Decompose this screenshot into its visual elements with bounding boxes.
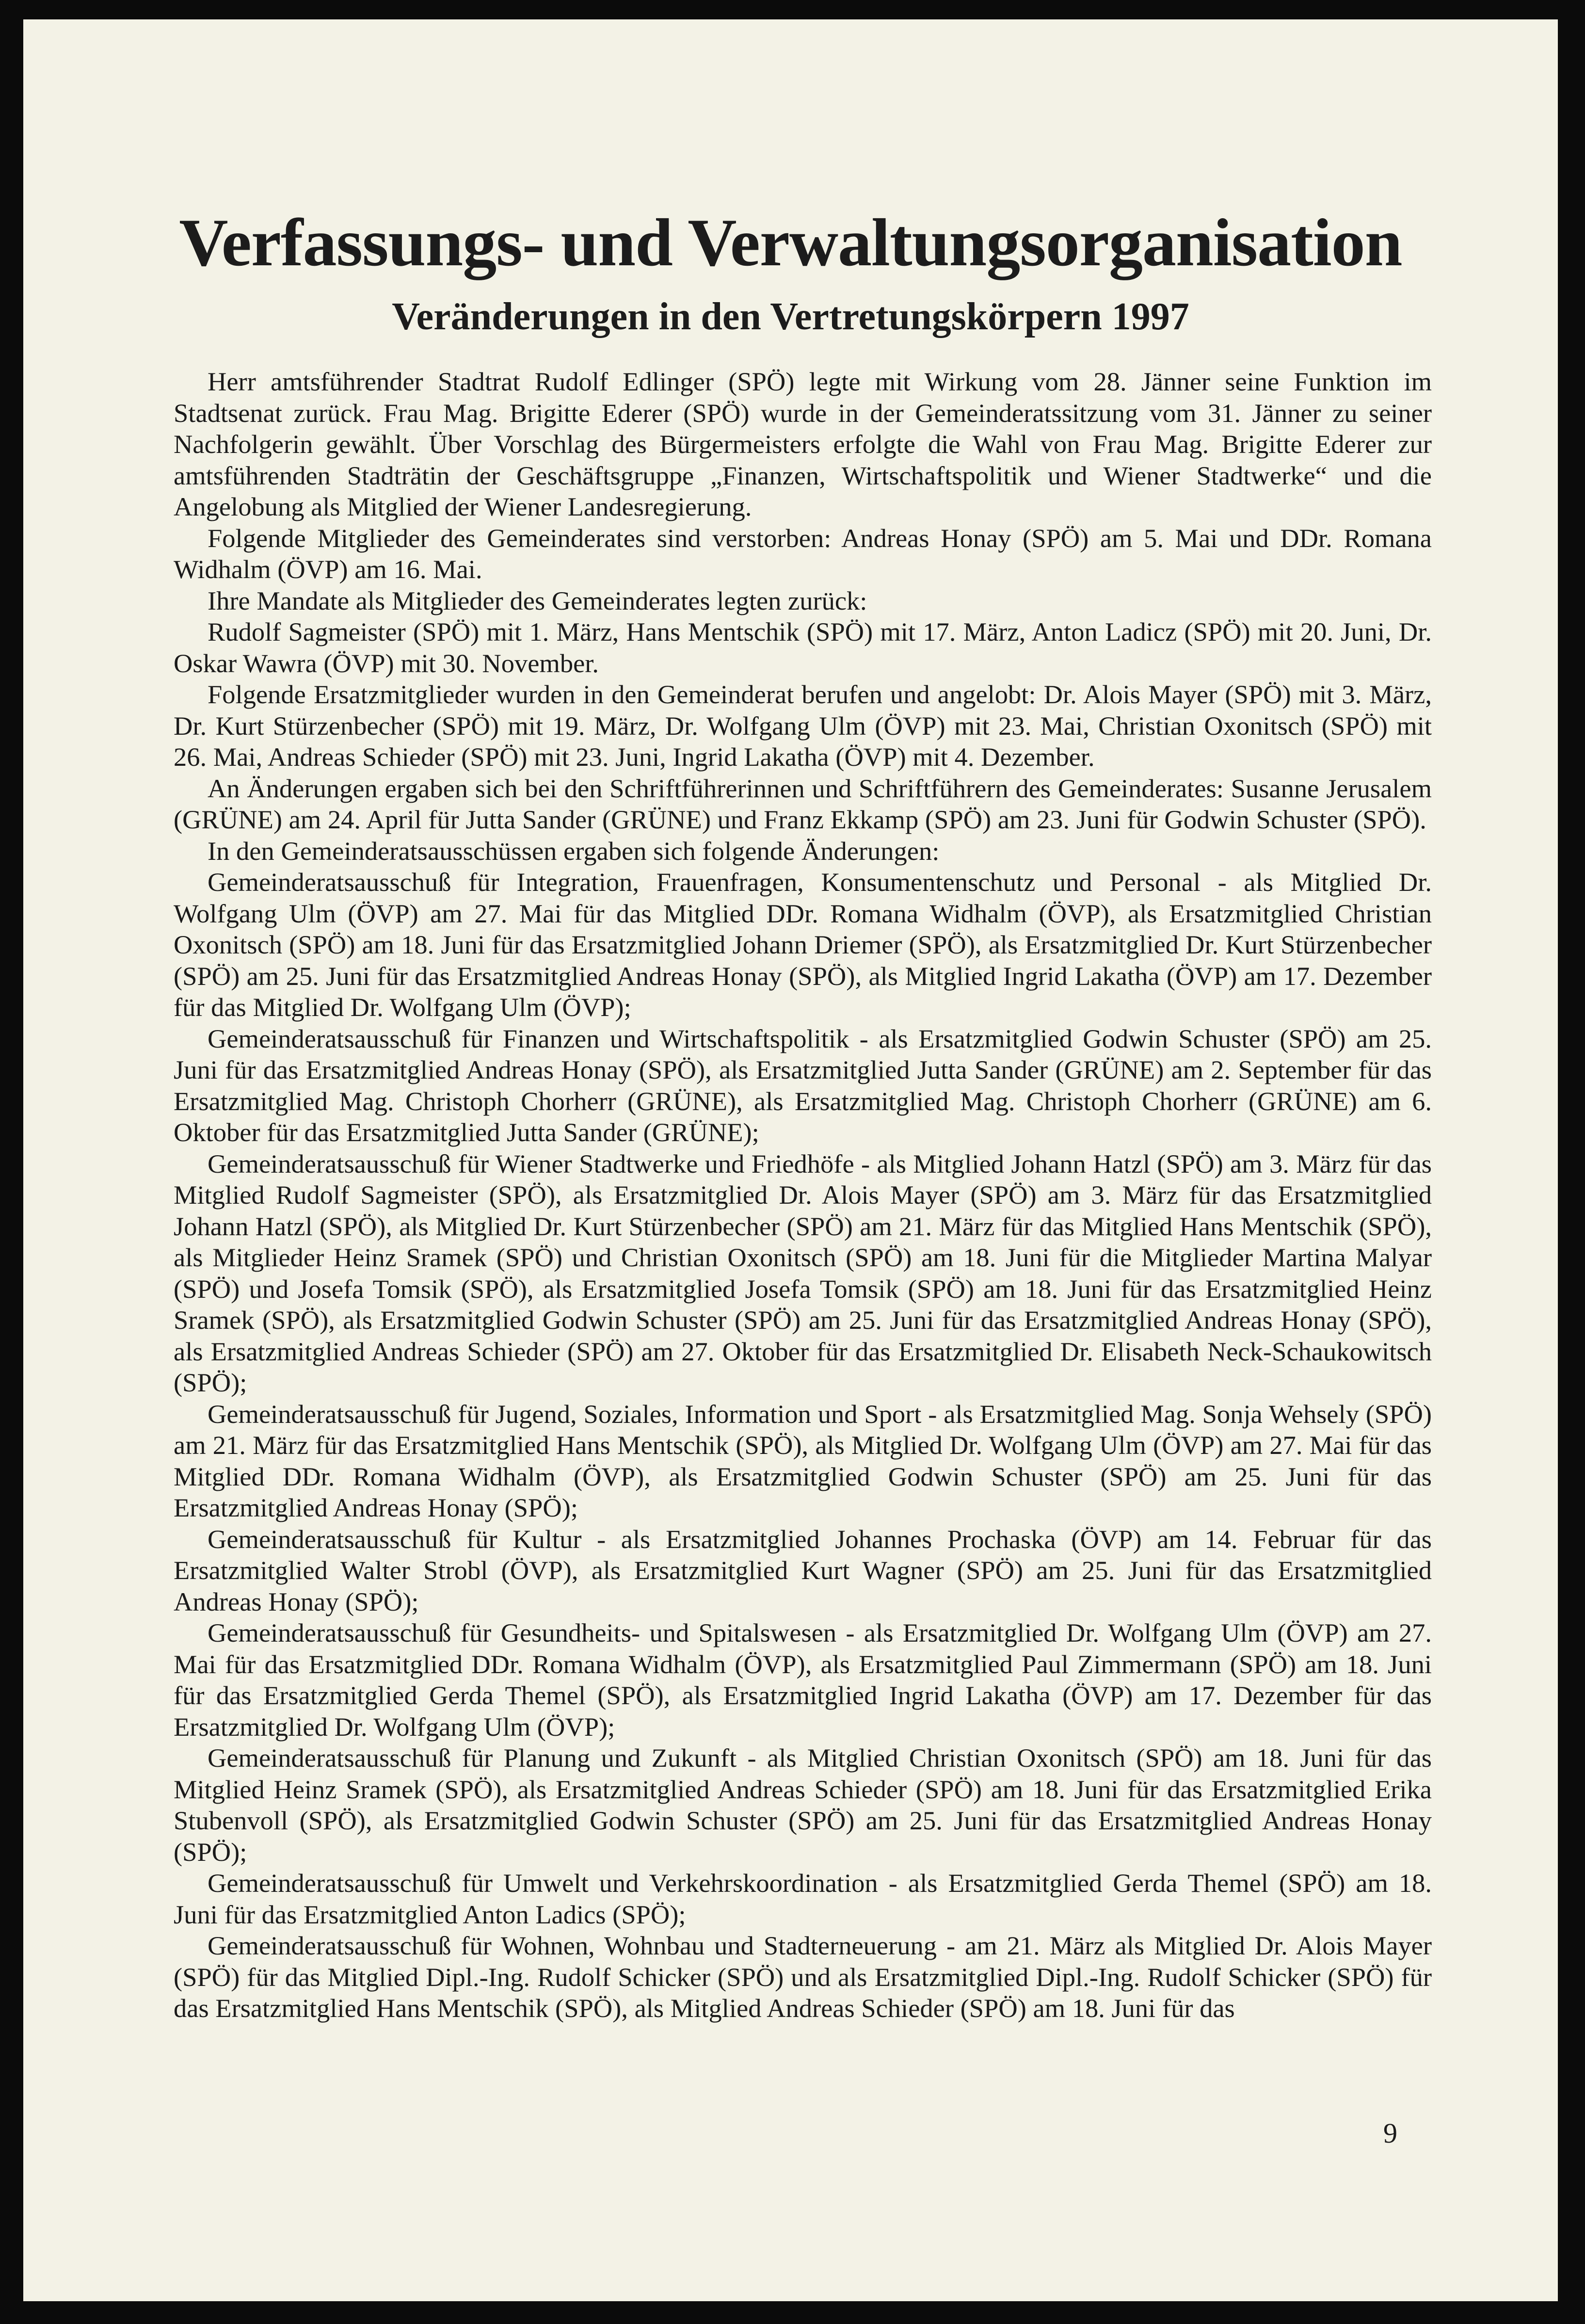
- document-page: [23, 19, 1558, 2301]
- paragraph: Gemeinderatsausschuß für Kultur - als Ersatzmitglied Johannes Prochaska (ÖVP) am 14. Februar für das Ersatzmitglied Walter Strobl (ÖVP), als Ersatzmitglied Kurt Wagner (SPÖ) am 25. Juni für das Ersatzmitglied Andreas Honay (SPÖ);: [174, 1524, 1432, 1616]
- paragraph: Ihre Mandate als Mitglieder des Gemeinderates legten zurück:: [208, 585, 867, 615]
- paragraph: Herr amtsführender Stadtrat Rudolf Edlinger (SPÖ) legte mit Wirkung vom 28. Jänner seine Funktion im Stadtsenat zurück. Frau Mag. Brigitte Ederer (SPÖ) wurde in der Gemeinderatssitzung vom 31. Jänner zu seiner Nachfolgerin gewählt. Über Vorschlag des Bürgermeisters erfolgte die Wahl von Frau Mag. Brigitte Ederer zur amtsführenden Stadträtin der Geschäftsgruppe „Finanzen, Wirtschaftspolitik und Wiener Stadtwerke“ und die Angelobung als Mitglied der Wiener Landesregierung.: [174, 367, 1432, 521]
- page-subtitle: Veränderungen in den Vertretungskörpern 1997: [392, 295, 1189, 338]
- paragraph: Gemeinderatsausschuß für Umwelt und Verkehrskoordination - als Ersatzmitglied Gerda Themel (SPÖ) am 18. Juni für das Ersatzmitglied Anton Ladics (SPÖ);: [174, 1868, 1432, 1929]
- paragraph: An Änderungen ergaben sich bei den Schriftführerinnen und Schriftführern des Gemeinderates: Susanne Jerusalem (GRÜNE) am 24. April für Jutta Sander (GRÜNE) und Franz Ekkamp (SPÖ) am 23. Juni für Godwin Schuster (SPÖ).: [174, 773, 1432, 834]
- paragraph: Gemeinderatsausschuß für Wohnen, Wohnbau und Stadterneuerung - am 21. März als Mitglied Dr. Alois Mayer (SPÖ) für das Mitglied Dipl.-Ing. Rudolf Schicker (SPÖ) und als Ersatzmitglied Dipl.-Ing. Rudolf Schicker (SPÖ) für das Ersatzmitglied Hans Mentschik (SPÖ), als Mitglied Andreas Schieder (SPÖ) am 18. Juni für das: [174, 1931, 1432, 2023]
- page-number: 9: [1383, 2117, 1397, 2149]
- body-text: [174, 366, 1432, 2024]
- paragraph: Gemeinderatsausschuß für Integration, Frauenfragen, Konsumentenschutz und Personal - als Mitglied Dr. Wolfgang Ulm (ÖVP) am 27. Mai für das Mitglied DDr. Romana Widhalm (ÖVP), als Ersatzmitglied Christian Oxonitsch (SPÖ) am 18. Juni für das Ersatzmitglied Johann Driemer (SPÖ), als Ersatzmitglied Dr. Kurt Stürzenbecher (SPÖ) am 25. Juni für das Ersatzmitglied Andreas Honay (SPÖ), als Mitglied Ingrid Lakatha (ÖVP) am 17. Dezember für das Mitglied Dr. Wolfgang Ulm (ÖVP);: [174, 867, 1432, 1022]
- paragraph: Folgende Ersatzmitglieder wurden in den Gemeinderat berufen und angelobt: Dr. Alois Mayer (SPÖ) mit 3. März, Dr. Kurt Stürzenbecher (SPÖ) mit 19. März, Dr. Wolfgang Ulm (ÖVP) mit 23. Mai, Christian Oxonitsch (SPÖ) mit 26. Mai, Andreas Schieder (SPÖ) mit 23. Juni, Ingrid Lakatha (ÖVP) mit 4. Dezember.: [174, 679, 1432, 772]
- page-title: Verfassungs- und Verwaltungsorganisation: [179, 205, 1402, 280]
- paragraph: In den Gemeinderatsausschüssen ergaben sich folgende Änderungen:: [208, 836, 940, 866]
- paragraph: Gemeinderatsausschuß für Wiener Stadtwerke und Friedhöfe - als Mitglied Johann Hatzl (SPÖ) am 3. März für das Mitglied Rudolf Sagmeister (SPÖ), als Ersatzmitglied Dr. Alois Mayer (SPÖ) am 3. März für das Ersatzmitglied Johann Hatzl (SPÖ), als Mitglied Dr. Kurt Stürzenbecher (SPÖ) am 21. März für das Mitglied Hans Mentschik (SPÖ), als Mitglieder Heinz Sramek (SPÖ) und Christian Oxonitsch (SPÖ) am 18. Juni für die Mitglieder Martina Malyar (SPÖ) und Josefa Tomsik (SPÖ), als Ersatzmitglied Josefa Tomsik (SPÖ) am 18. Juni für das Ersatzmitglied Heinz Sramek (SPÖ), als Ersatzmitglied Godwin Schuster (SPÖ) am 25. Juni für das Ersatzmitglied Andreas Honay (SPÖ), als Ersatzmitglied Andreas Schieder (SPÖ) am 27. Oktober für das Ersatzmitglied Dr. Elisabeth Neck-Schaukowitsch (SPÖ);: [174, 1148, 1432, 1397]
- paragraph: Gemeinderatsausschuß für Gesundheits- und Spitalswesen - als Ersatzmitglied Dr. Wolfgang Ulm (ÖVP) am 27. Mai für das Ersatzmitglied DDr. Romana Widhalm (ÖVP), als Ersatzmitglied Paul Zimmermann (SPÖ) am 18. Juni für das Ersatzmitglied Gerda Themel (SPÖ), als Ersatzmitglied Ingrid Lakatha (ÖVP) am 17. Dezember für das Ersatzmitglied Dr. Wolfgang Ulm (ÖVP);: [174, 1618, 1432, 1742]
- paragraph: Gemeinderatsausschuß für Jugend, Soziales, Information und Sport - als Ersatzmitglied Mag. Sonja Wehsely (SPÖ) am 21. März für das Ersatzmitglied Hans Mentschik (SPÖ), als Mitglied Dr. Wolfgang Ulm (ÖVP) am 27. Mai für das Mitglied DDr. Romana Widhalm (ÖVP), als Ersatzmitglied Godwin Schuster (SPÖ) am 25. Juni für das Ersatzmitglied Andreas Honay (SPÖ);: [174, 1399, 1432, 1522]
- paragraph: Folgende Mitglieder des Gemeinderates sind verstorben: Andreas Honay (SPÖ) am 5. Mai und DDr. Romana Widhalm (ÖVP) am 16. Mai.: [174, 523, 1432, 584]
- paragraph: Rudolf Sagmeister (SPÖ) mit 1. März, Hans Mentschik (SPÖ) mit 17. März, Anton Ladicz (SPÖ) mit 20. Juni, Dr. Oskar Wawra (ÖVP) mit 30. November.: [174, 617, 1432, 678]
- paragraph: Gemeinderatsausschuß für Planung und Zukunft - als Mitglied Christian Oxonitsch (SPÖ) am 18. Juni für das Mitglied Heinz Sramek (SPÖ), als Ersatzmitglied Andreas Schieder (SPÖ) am 18. Juni für das Ersatzmitglied Erika Stubenvoll (SPÖ), als Ersatzmitglied Godwin Schuster (SPÖ) am 25. Juni für das Ersatzmitglied Andreas Honay (SPÖ);: [174, 1743, 1432, 1867]
- paragraph: Gemeinderatsausschuß für Finanzen und Wirtschaftspolitik - als Ersatzmitglied Godwin Schuster (SPÖ) am 25. Juni für das Ersatzmitglied Andreas Honay (SPÖ), als Ersatzmitglied Jutta Sander (GRÜNE) am 2. September für das Ersatzmitglied Mag. Christoph Chorherr (GRÜNE), als Ersatzmitglied Mag. Christoph Chorherr (GRÜNE) am 6. Oktober für das Ersatzmitglied Jutta Sander (GRÜNE);: [174, 1023, 1432, 1147]
